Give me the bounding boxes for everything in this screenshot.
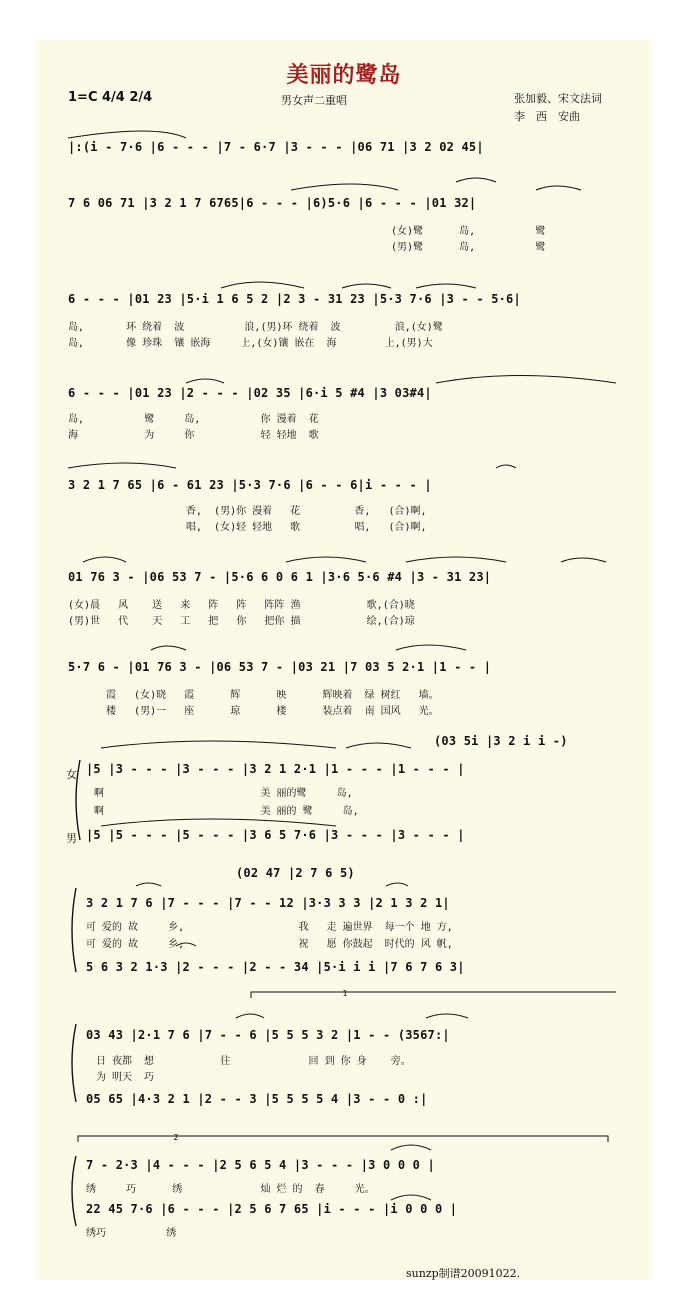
voice-label-male: 男 — [66, 832, 77, 845]
song-title: 美丽的鹭岛 — [286, 62, 402, 88]
score-line-17: 22 45 7·6 |6 - - - |2 5 6 7 65 |i - - - |i 0 0 0 | — [86, 1202, 458, 1216]
lyric-line-4: 岛, 像 珍珠 镶 嵌海 上,(女)镶 嵌在 海 上,(男)大 — [68, 338, 433, 349]
score-line-2: 7 6 06 71 |3 2 1 7 6765|6 - - - |6)5·6 |6 - - - |01 32| — [68, 196, 477, 210]
score-line-13: 5 6 3 2 1·3 |2 - - - |2 - - 34 |5·i i i |7 6 7 6 3| — [86, 960, 465, 974]
score-line-10: |5 |5 - - - |5 - - - |3 6 5 7·6 |3 - - - |3 - - - | — [86, 828, 465, 842]
lyric-line-20: 绣巧 绣 — [86, 1228, 177, 1239]
lyric-line-11: 霞 (女)晓 霞 辉 映 辉映着 绿 树红 墙。 — [106, 690, 439, 701]
lyric-line-9: (女)晨 风 送 来 阵 阵 阵阵 渔 歌,(合)晓 — [68, 600, 415, 611]
lyric-line-7: 香, (男)你 漫着 花 香, (合)啊, — [186, 506, 427, 517]
footer-credit: sunzp制谱20091022. — [406, 1267, 521, 1280]
score-line-9: |5 |3 - - - |3 - - - |3 2 1 2·1 |1 - - - |1 - - - | — [86, 762, 465, 776]
score-line-11: (02 47 |2 7 6 5) — [236, 866, 355, 880]
lyric-line-17: 日 夜都 想 往 回 到 你 身 旁。 — [96, 1056, 411, 1067]
score-line-6: 01 76 3 - |06 53 7 - |5·6 6 0 6 1 |3·6 5·6 #4 |3 - 31 23| — [68, 570, 492, 584]
lyric-line-18: 为 明天 巧 — [96, 1072, 155, 1083]
lyric-line-12: 楼 (男)一 座 琼 楼 装点着 南 国风 光。 — [106, 706, 439, 717]
voice-label-female: 女 — [66, 768, 77, 781]
lyric-line-8: 唱, (女)轻 轻地 歌 唱, (合)啊, — [186, 522, 427, 533]
score-line-5: 3 2 1 7 65 |6 - 61 23 |5·3 7·6 |6 - - 6|i - - - | — [68, 478, 432, 492]
score-line-4: 6 - - - |01 23 |2 - - - |02 35 |6·i 5 #4 |3 03#4| — [68, 386, 432, 400]
score-line-1: |:(i - 7·6 |6 - - - |7 - 6·7 |3 - - - |06 71 |3 2 02 45| — [68, 140, 484, 154]
score-line-3: 6 - - - |01 23 |5·i 1 6 5 2 |2 3 - 31 23 |5·3 7·6 |3 - - 5·6| — [68, 292, 521, 306]
volta-1-label: 1 — [342, 989, 348, 998]
score-sheet — [36, 40, 652, 1280]
lyricist-credit: 张加毅、宋文法词 — [514, 92, 602, 105]
score-line-15: 05 65 |4·3 2 1 |2 - - 3 |5 5 5 5 4 |3 - - 0 :| — [86, 1092, 428, 1106]
composer-credit: 李 西 安曲 — [514, 110, 580, 123]
lyric-line-5: 岛, 鹭 岛, 你 漫着 花 — [68, 414, 319, 425]
lyric-line-13: 啊 美 丽的鹭 岛, — [94, 788, 353, 799]
lyric-line-14: 啊 美 丽的 鹭 岛, — [94, 806, 359, 817]
score-line-16: 7 - 2·3 |4 - - - |2 5 6 5 4 |3 - - - |3 0 0 0 | — [86, 1158, 435, 1172]
lyric-line-15: 可 爱的 故 乡, 我 走 遍世界 每一个 地 方, — [86, 922, 453, 933]
key-signature: 1=C 4/4 2/4 — [68, 90, 153, 105]
subtitle: 男女声二重唱 — [281, 94, 347, 107]
volta-2-label: 2 — [173, 1133, 179, 1142]
lyric-line-2: (男)鹭 岛, 鹭 — [391, 242, 546, 253]
lyric-line-19: 绣 巧 绣 灿 烂 的 春 光。 — [86, 1184, 375, 1195]
score-line-8: (03 5i |3 2 i i -) — [434, 734, 568, 748]
score-line-14: 03 43 |2·1 7 6 |7 - - 6 |5 5 5 3 2 |1 - - (3567:| — [86, 1028, 450, 1042]
score-line-7: 5·7 6 - |01 76 3 - |06 53 7 - |03 21 |7 03 5 2·1 |1 - - | — [68, 660, 492, 674]
lyric-line-10: (男)世 代 天 工 把 你 把你 描 绘,(合)琼 — [68, 616, 415, 627]
score-line-12: 3 2 1 7 6 |7 - - - |7 - - 12 |3·3 3 3 |2 1 3 2 1| — [86, 896, 450, 910]
lyric-line-6: 海 为 你 轻 轻地 歌 — [68, 430, 319, 441]
lyric-line-1: (女)鹭 岛, 鹭 — [391, 226, 546, 237]
lyric-line-16: 可 爱的 故 乡, 祝 愿 你鼓起 时代的 风 帆, — [86, 939, 453, 950]
lyric-line-3: 岛, 环 绕着 波 浪,(男)环 绕着 波 浪,(女)鹭 — [68, 322, 443, 333]
